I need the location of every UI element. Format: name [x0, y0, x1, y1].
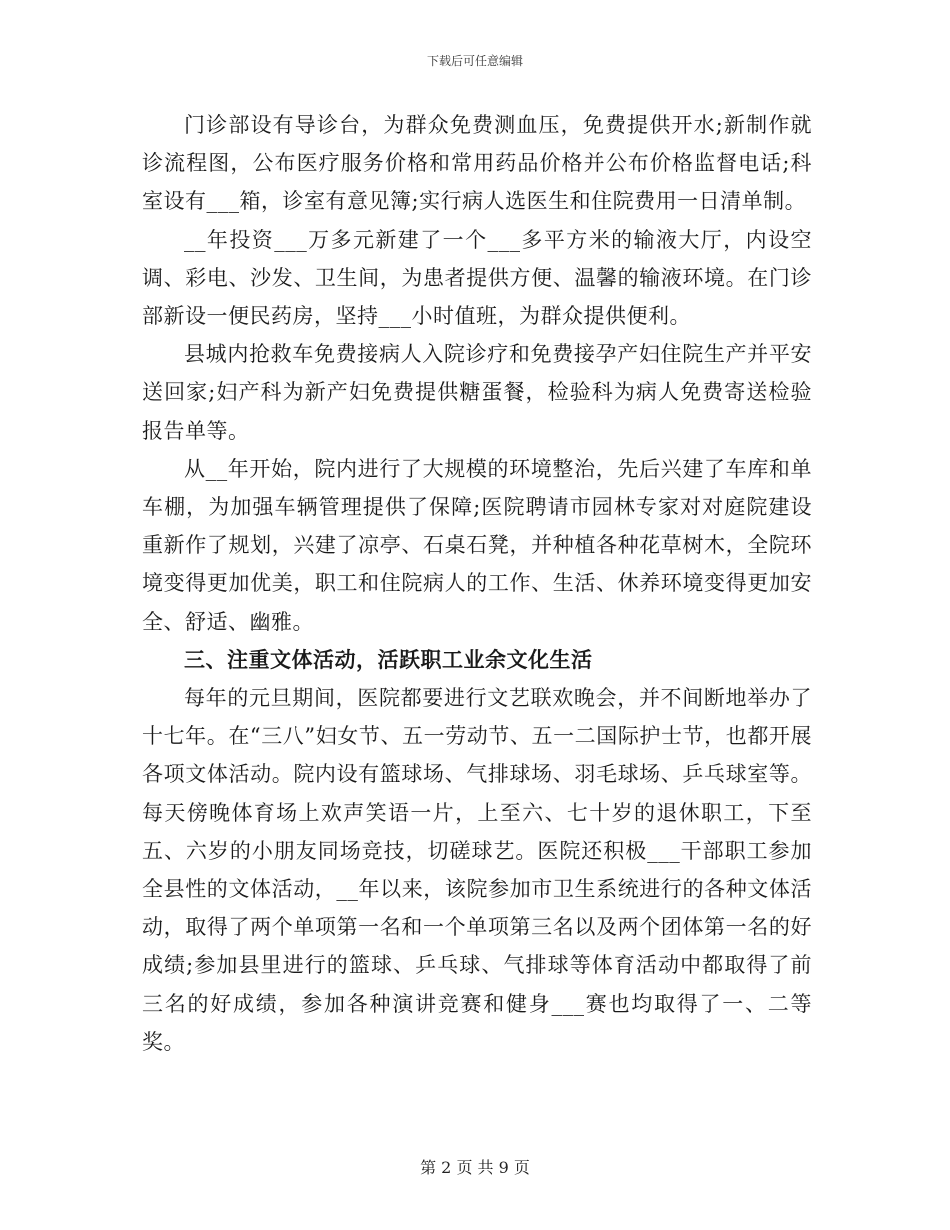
section-heading-cultural-activities: 三、注重文体活动，活跃职工业余文化生活 — [184, 646, 593, 672]
page-header-note: 下载后可任意编辑 — [426, 54, 523, 68]
page-number: 第 2 页 共 9 页 — [420, 1158, 530, 1177]
paragraph-ambulance-services: 县城内抢救车免费接病人入院诊疗和免费接孕产妇住院生产并平安送回家;妇产科为新产妇免费提供糖蛋餐，检验科为病人免费寄送检验报告单等。 — [142, 342, 812, 443]
paragraph-infusion-hall: __年投资___万多元新建了一个___多平方米的输液大厅，内设空调、彩电、沙发、卫生间，为患者提供方便、温馨的输液环境。在门诊部新设一便民药房，坚持___小时值班，为群众提供便利。 — [142, 227, 812, 329]
paragraph-outpatient-services: 门诊部设有导诊台，为群众免费测血压，免费提供开水;新制作就诊流程图，公布医疗服务价格和常用药品价格并公布价格监督电话;科室设有___箱，诊室有意见簿;实行病人选医生和住院费用一日清单制。 — [142, 113, 812, 214]
document-body — [142, 106, 812, 1061]
paragraph-cultural-activities: 每年的元旦期间，医院都要进行文艺联欢晚会，并不间断地举办了十七年。在“三八”妇女节、五一劳动节、五一二国际护士节，也都开展各项文体活动。院内设有篮球场、气排球场、羽毛球场、乒乓球室等。每天傍晚体育场上欢声笑语一片，上至六、七十岁的退休职工，下至五、六岁的小朋友同场竞技，切磋球艺。医院还积极___干部职工参加全县性的文体活动，__年以来，该院参加市卫生系统进行的各种文体活动，取得了两个单项第一名和一个单项第三名以及两个团体第一名的好成绩;参加县里进行的篮球、乒乓球、气排球等体育活动中都取得了前三名的好成绩，参加各种演讲竞赛和健身___赛也均取得了一、二等奖。 — [142, 686, 812, 1054]
paragraph-environment: 从__年开始，院内进行了大规模的环境整治，先后兴建了车库和单车棚，为加强车辆管理提供了保障;医院聘请市园林专家对对庭院建设重新作了规划，兴建了凉亭、石桌石凳，并种植各种花草树木，全院环境变得更加优美，职工和住院病人的工作、生活、休养环境变得更加安全、舒适、幽雅。 — [142, 456, 812, 634]
